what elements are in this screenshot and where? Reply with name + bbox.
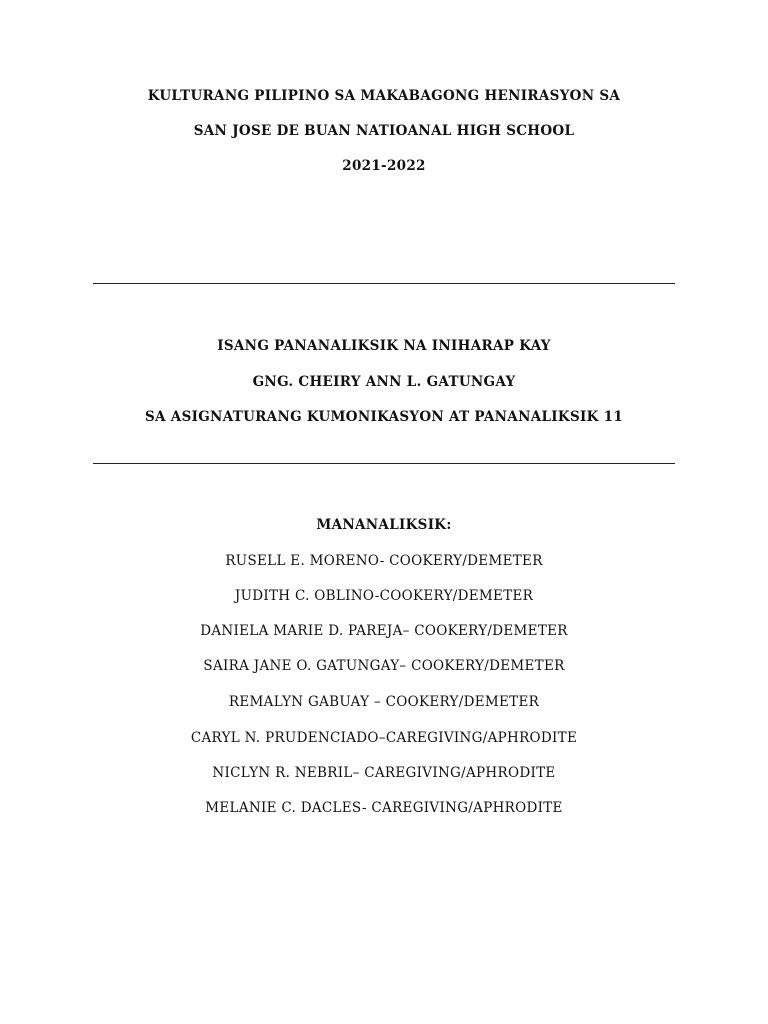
bottom-divider	[93, 463, 675, 464]
subject-line: SA ASIGNATURANG KUMONIKASYON AT PANANALIKSIK 11	[144, 409, 624, 425]
researcher-name: JUDITH C. OBLINO-COOKERY/DEMETER	[234, 588, 534, 604]
adviser-name: GNG. CHEIRY ANN L. GATUNGAY	[252, 374, 516, 390]
researcher-name: REMALYN GABUAY – COOKERY/DEMETER	[228, 694, 540, 710]
researcher-name: CARYL N. PRUDENCIADO–CAREGIVING/APHRODITE	[190, 730, 578, 746]
researcher-name: SAIRA JANE O. GATUNGAY– COOKERY/DEMETER	[203, 658, 565, 674]
researcher-name: DANIELA MARIE D. PAREJA– COOKERY/DEMETER	[200, 623, 568, 639]
researchers-heading: MANANALIKSIK:	[316, 517, 452, 533]
researcher-name: MELANIE C. DACLES- CAREGIVING/APHRODITE	[205, 800, 563, 816]
document-title-line-2: SAN JOSE DE BUAN NATIOANAL HIGH SCHOOL	[193, 123, 575, 139]
researcher-name: RUSELL E. MORENO- COOKERY/DEMETER	[225, 553, 543, 569]
researcher-name: NICLYN R. NEBRIL– CAREGIVING/APHRODITE	[212, 765, 556, 781]
document-title-line-1: KULTURANG PILIPINO SA MAKABAGONG HENIRASYON SA	[147, 88, 621, 104]
top-divider	[93, 283, 675, 284]
submission-line-1: ISANG PANANALIKSIK NA INIHARAP KAY	[217, 338, 551, 354]
school-year: 2021-2022	[342, 158, 426, 174]
